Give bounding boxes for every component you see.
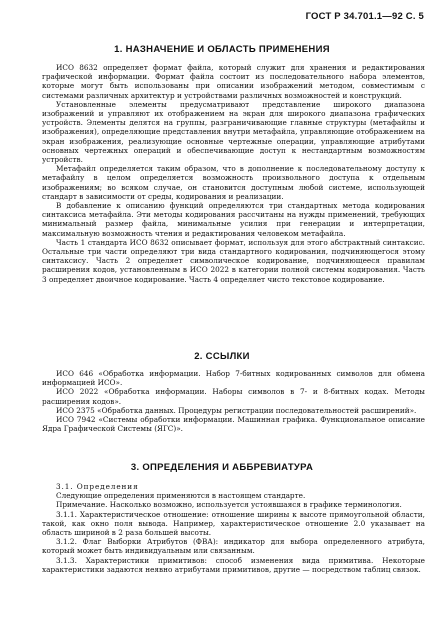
paragraph: Следующие определения применяются в настоящем стандарте. [56,491,306,501]
reference-item: ИСО 2375 «Обработка данных. Процедуры регистрации последовательностей расширений». [56,405,417,415]
definition: 3.1.3. Характеристики примитивов: способ изменения вида примитива. Некоторые характеристики задаются неявно атрибутами примитивов, другие — посредством таблиц связок. [42,555,425,574]
paragraph: Метафайл определяется таким образом, что в дополнение к последовательному доступу к метафайлу в целом определяется возможность произвольного доступа к отдельным изображениям; во всяком случае, он становится доступным любой системе, использующей стандарт в зависимости от среды, кодирования и реализации. [42,164,425,201]
section-3-body [42,482,425,574]
reference-item: ИСО 7942 «Системы обработки информации. Машинная графика. Функциональное описание Ядра Графической Системы (ЯГС)». [42,415,425,434]
section-2-body [42,369,425,433]
section-1-heading: 1. НАЗНАЧЕНИЕ И ОБЛАСТЬ ПРИМЕНЕНИЯ [114,44,330,55]
subsection-heading: 3.1. Определения [56,482,139,491]
definition: 3.1.2. Флаг Выборки Атрибутов (ФВА): индикатор для выбора определенного атрибута, который может быть индивидуальным или связанным. [42,537,425,556]
reference-item: ИСО 2022 «Обработка информации. Наборы символов в 7- и 8-битных кодах. Методы расширения кодов». [42,387,425,406]
paragraph: Установленные элементы предусматривают представление широкого диапазона изображений и управляют их отображением на экран для широкого диапазона графических устройств. Элементы делятся на группы, разграничивающие главные структуры (метафайлы и изображения), определяющие представления внутри метафайла, управляющие отображением на экран изображения, реализующие основные чертежные операции, управляющие атрибутами основных чертежных операций и обеспечивающие доступ к нестандартным возможностям устройств. [42,99,425,165]
paragraph: ИСО 8632 определяет формат файла, который служит для хранения и редактирования графической информации. Формат файла состоит из последовательного набора элементов, которые могут быть использованы при описании изображений методом, совместимым с системами различных архитектур и устройствами различных возможностей и конструкций. [42,63,425,100]
section-1-body [42,63,425,284]
reference-item: ИСО 646 «Обработка информации. Набор 7-битных кодированных символов для обмена информацией ИСО». [42,369,425,388]
section-3-heading: 3. ОПРЕДЕЛЕНИЯ И АББРЕВИАТУРА [130,462,314,473]
section-2-heading: 2. ССЫЛКИ [194,351,250,362]
definition: 3.1.1. Характеристическое отношение: отношение ширины к высоте прямоугольной области, такой, как окно поля вывода. Например, характеристическое отношение 2.0 указывает на область шириной в 2 раза большей высоты. [42,509,425,538]
page-header: ГОСТ Р 34.701.1—92 С. 5 [305,11,424,22]
note: Примечание. Насколько возможно, используется устоявшаяся в графике терминология. [56,500,402,510]
paragraph: В добавление к описанию функций определяются три стандартных метода кодирования синтаксиса метафайла. Эти методы кодирования рассчитаны на нужды применений, требующих минимальный размер файла, минимальные усилия при генерации и интерпретации, максимальную возможность чтения и редактирования человеком метафайла. [42,201,425,238]
paragraph: Часть 1 стандарта ИСО 8632 описывает формат, используя для этого абстрактный синтаксис. Остальные три части определяют три вида стандартного кодирования, подчиняющегося этому синтаксису. Часть 2 определяет символическое кодирование, подчиняющееся правилам расширения кодов, установленным в ИСО 2022 в категории полной системы кодирования. Часть 3 определяет двоичное кодирование. Часть 4 определяет чисто текстовое кодирование. [42,237,425,284]
